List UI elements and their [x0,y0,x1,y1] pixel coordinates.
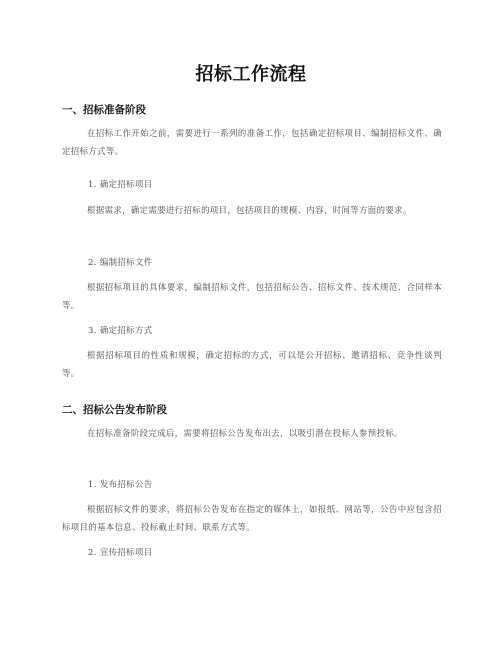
section-intro: 在招标工作开始之前，需要进行一系列的准备工作，包括确定招标项目、编制招标文件、确定招标方式等。 [62,128,442,156]
document-title: 招标工作流程 [195,64,307,85]
item-body: 根据招标文件的要求，将招标公告发布在指定的媒体上，如报纸、网站等，公告中应包含招标项目的基本信息、投标截止时间、联系方式等。 [62,504,442,532]
item-body: 根据招标项目的具体要求，编制招标文件，包括招标公告、招标文件、技术规范、合同样本等。 [62,282,442,310]
item-title: 3. 确定招标方式 [88,325,153,335]
item-title: 1. 发布招标公告 [88,479,153,489]
section-heading: 一、招标准备阶段 [62,104,146,116]
item-body: 根据需求，确定需要进行招标的项目，包括项目的规模、内容、时间等方面的要求。 [87,205,412,215]
item-title: 1. 确定招标项目 [88,179,153,189]
section-heading: 二、招标公告发布阶段 [62,404,167,416]
item-body: 根据招标项目的性质和规模，确定招标的方式，可以是公开招标、邀请招标、竞争性谈判等。 [62,350,442,378]
section-intro: 在招标准备阶段完成后，需要将招标公告发布出去，以吸引潜在投标人参预投标。 [87,428,403,438]
item-title: 2. 宣传招标项目 [88,547,153,557]
item-title: 2. 编制招标文件 [88,257,153,267]
